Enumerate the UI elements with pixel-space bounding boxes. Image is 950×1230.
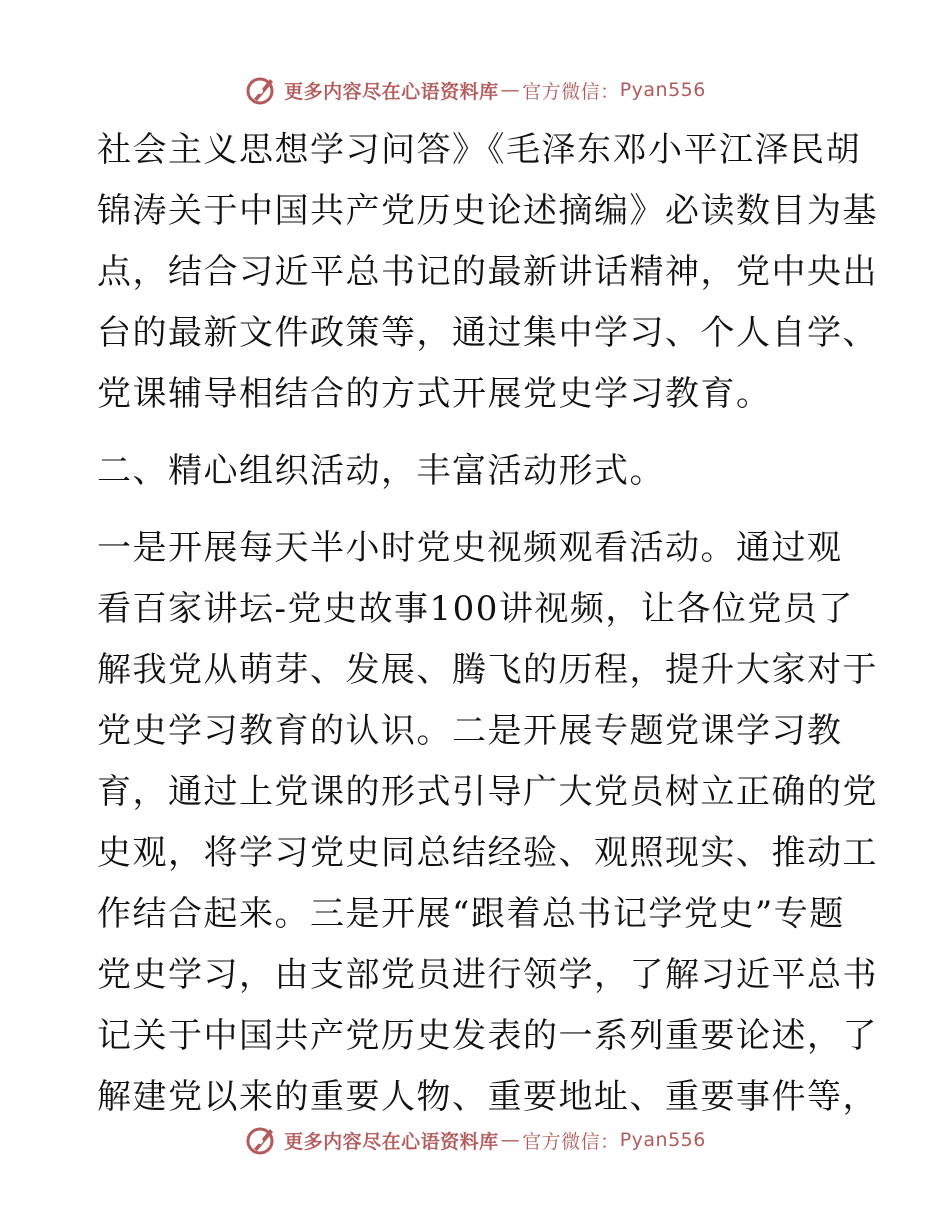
text-line: 党史学习教育的认识。二是开展专题党课学习教 xyxy=(97,711,843,751)
watermark-separator: — xyxy=(500,1129,521,1151)
text-line: 党史学习，由支部党员进行领学，了解习近平总书 xyxy=(97,955,878,995)
watermark-label: 官方微信： xyxy=(522,1130,620,1153)
paragraph-1 xyxy=(97,120,878,425)
paragraph-gap xyxy=(97,502,857,518)
footer-watermark xyxy=(0,1120,950,1160)
text-line: 解我党从萌芽、发展、腾飞的历程，提升大家对于 xyxy=(97,650,878,690)
document-body xyxy=(97,120,878,1128)
text-line: 党课辅导相结合的方式开展党史学习教育。 xyxy=(97,374,772,414)
watermark-site-text: 更多内容尽在心语资料库 xyxy=(284,1130,499,1153)
text-line: 一是开展每天半小时党史视频观看活动。通过观 xyxy=(97,528,843,568)
section-heading: 二、精心组织活动，丰富活动形式。 xyxy=(97,451,665,491)
watermark-label: 官方微信： xyxy=(522,80,620,103)
text-line: 育，通过上党课的形式引导广大党员树立正确的党 xyxy=(97,772,878,812)
text-line: 看百家讲坛-党史故事100讲视频，让各位党员了 xyxy=(97,589,854,629)
text-line: 社会主义思想学习问答》《毛泽东邓小平江泽民胡 xyxy=(97,130,861,170)
header-watermark xyxy=(0,70,950,110)
text-line: 锦涛关于中国共产党历史论述摘编》必读数目为基 xyxy=(97,191,878,231)
text-line: 记关于中国共产党历史发表的一系列重要论述，了 xyxy=(97,1016,878,1056)
quill-logo-icon xyxy=(244,73,278,107)
watermark-site-text: 更多内容尽在心语资料库 xyxy=(284,80,499,103)
text-line: 点，结合习近平总书记的最新讲话精神，党中央出 xyxy=(97,252,878,292)
text-line: 史观，将学习党史同总结经验、观照现实、推动工 xyxy=(97,833,878,873)
quill-logo-icon xyxy=(244,1123,278,1157)
watermark-wechat-id: Pyan556 xyxy=(619,79,706,101)
text-line: 作结合起来。三是开展“跟着总书记学党史”专题 xyxy=(97,894,845,934)
text-line: 解建党以来的重要人物、重要地址、重要事件等， xyxy=(97,1077,878,1117)
paragraph-2 xyxy=(97,518,878,1128)
watermark-wechat-id: Pyan556 xyxy=(619,1129,706,1151)
watermark-separator: — xyxy=(500,79,521,101)
text-line: 台的最新文件政策等，通过集中学习、个人自学、 xyxy=(97,313,878,353)
paragraph-gap xyxy=(97,425,857,441)
